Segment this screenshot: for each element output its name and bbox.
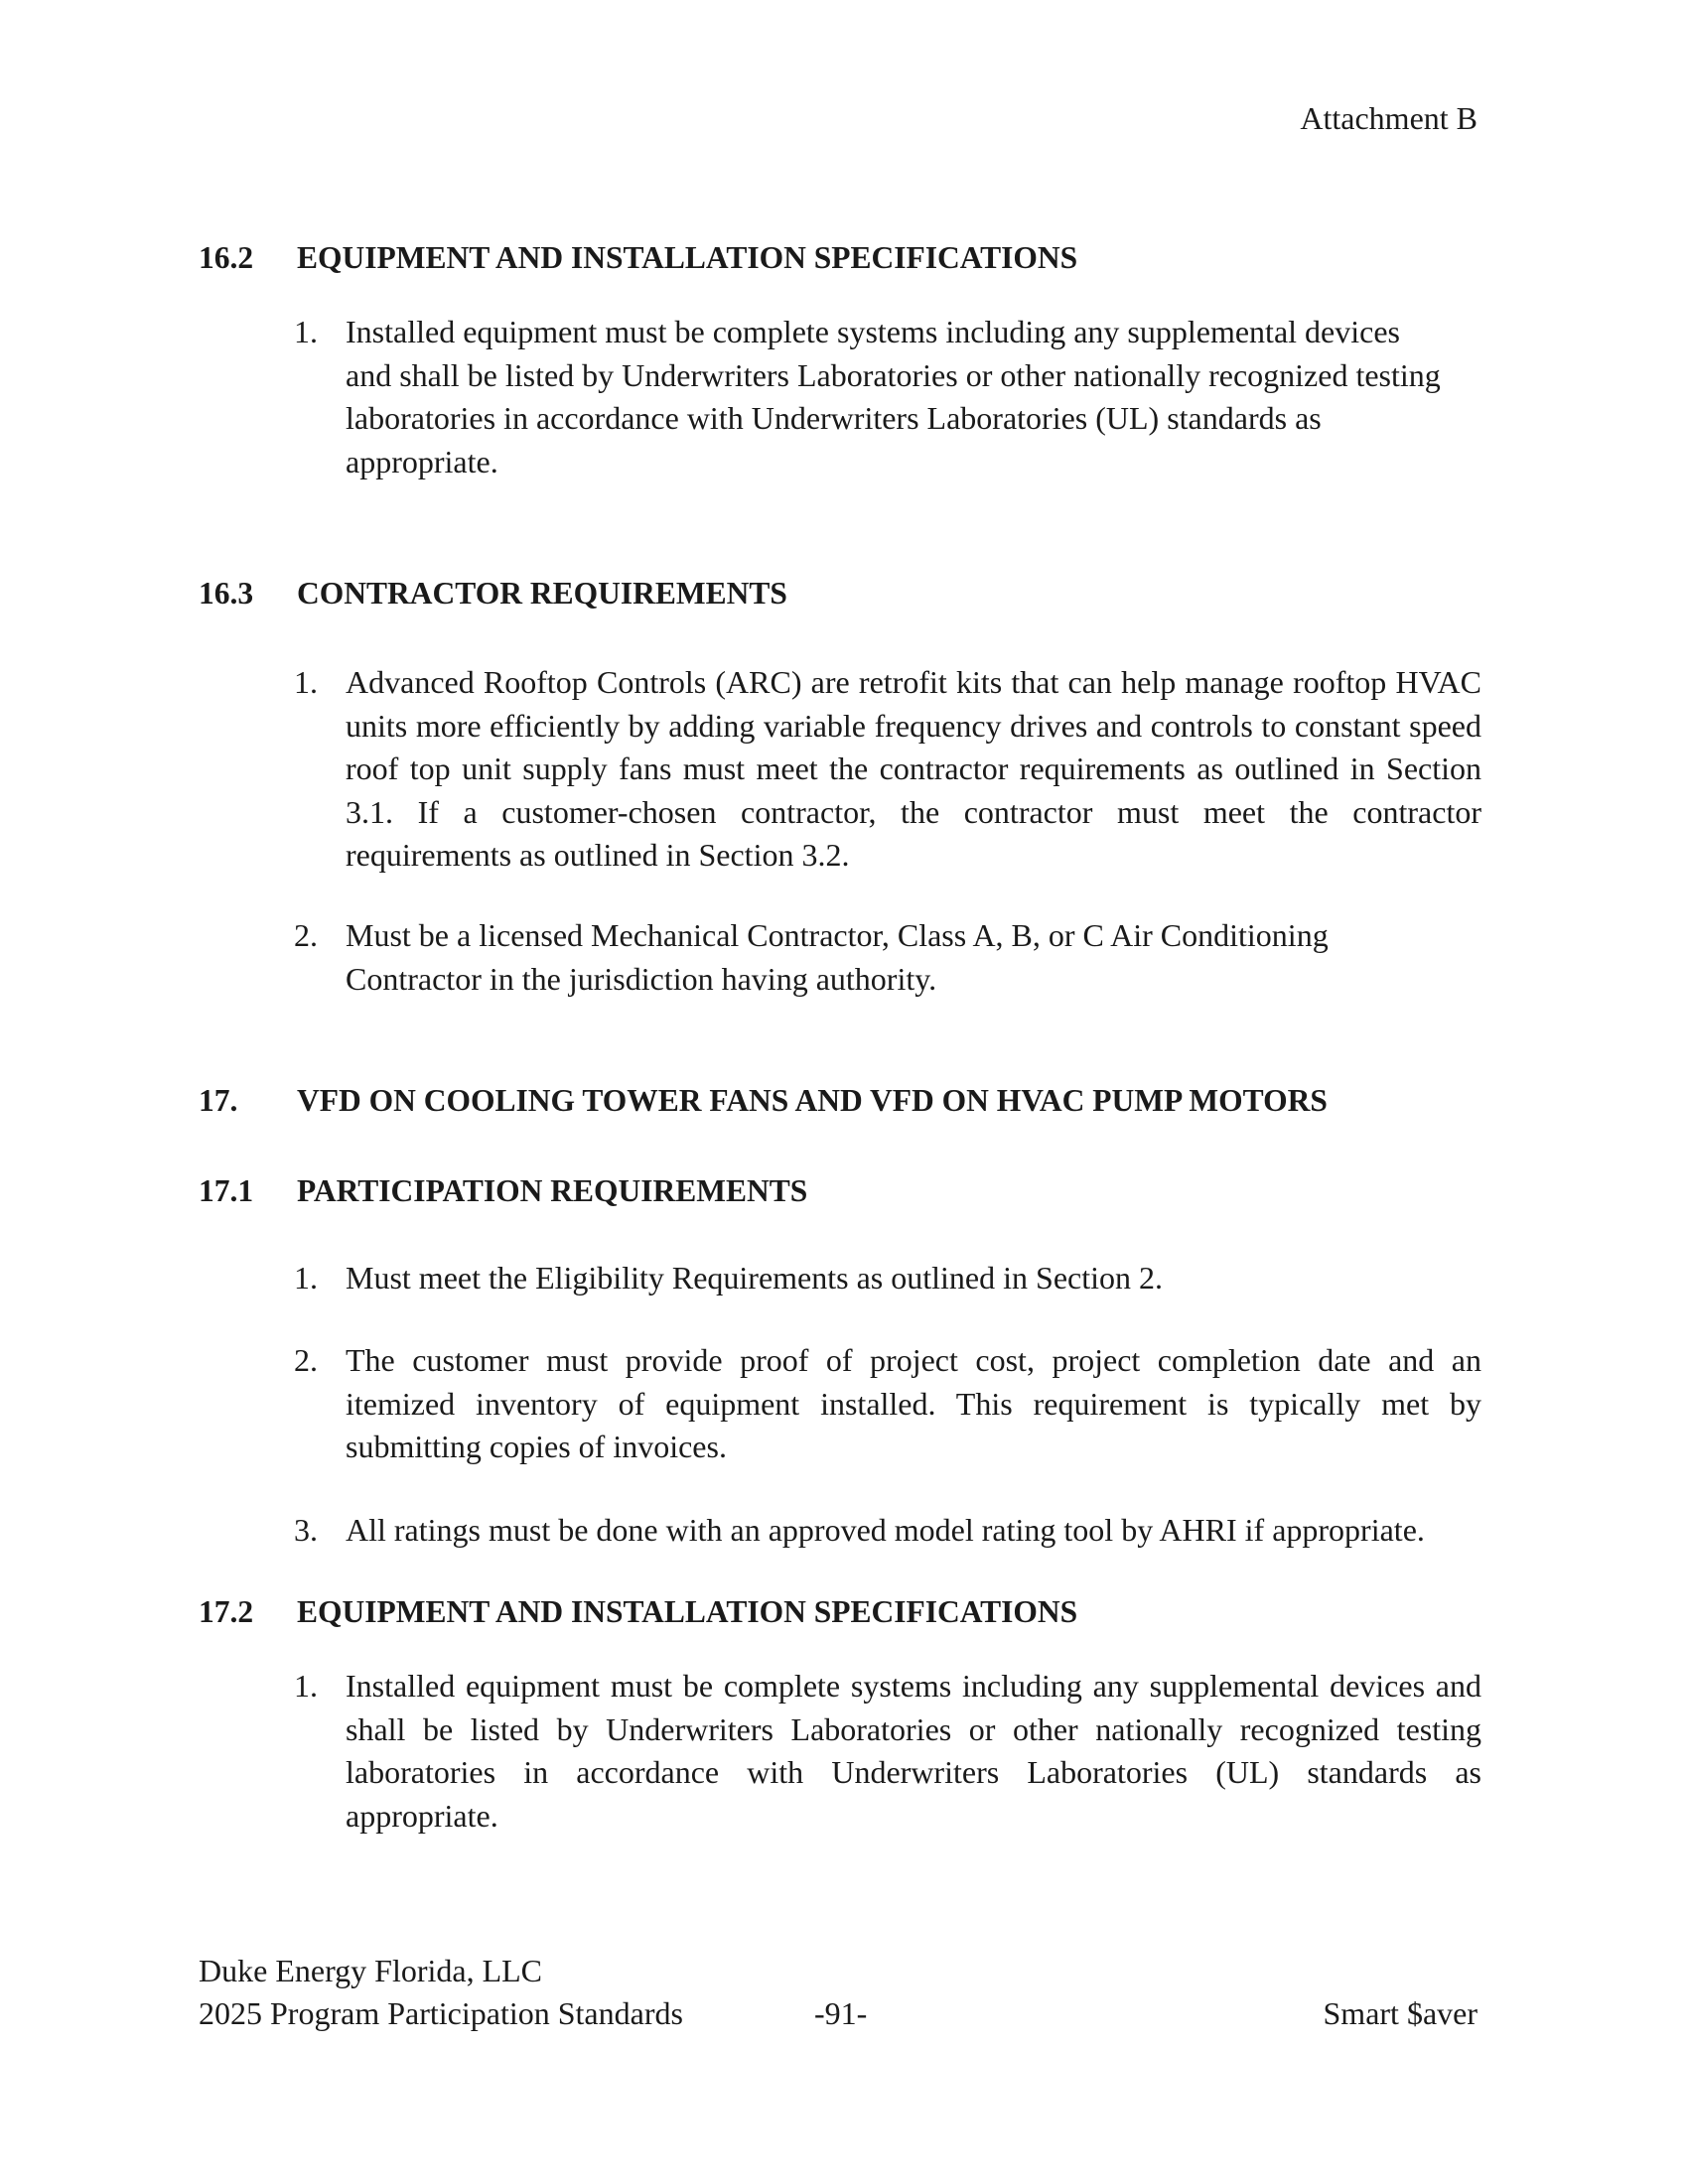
item-text: Must meet the Eligibility Requirements as outlined in Section 2. (346, 1260, 1163, 1296)
section-number: 17.2 (199, 1594, 254, 1629)
section-number: 16.2 (199, 240, 254, 275)
item-text-line: and shall be listed by Underwriters Laboratories or other nationally recognized testing (346, 356, 1441, 393)
item-text: Advanced Rooftop Controls (ARC) are retrofit kits that can help manage rooftop HVAC units more efficiently by adding variable frequency drives and controls to constant speed roof top unit supply fans must meet the contractor requirements as outlined in Section 3.1. If a customer-chosen contractor, the contractor must meet the contractor requirements as outlined in Section 3.2. (346, 664, 1481, 873)
list-item (294, 1509, 1481, 1553)
footer-company: Duke Energy Florida, LLC (199, 1953, 543, 1988)
list-item (294, 311, 1481, 483)
section-heading-16-2 (199, 236, 1077, 280)
item-number: 1. (294, 314, 318, 349)
list-item (294, 914, 1481, 1001)
item-number: 2. (294, 1342, 318, 1378)
item-number: 3. (294, 1512, 318, 1548)
list-item (294, 1665, 1481, 1838)
section-heading-16-3 (199, 572, 787, 615)
section-number: 17.1 (199, 1173, 254, 1208)
item-text-line: appropriate. (346, 443, 498, 479)
section-heading-17 (199, 1079, 1328, 1123)
item-text: Installed equipment must be complete systems including any supplemental devices and shall be listed by Underwriters Laboratories or other nationally recognized testing laboratories in accordance with Underwriters Laboratories (UL) standards as appropriate. (346, 1668, 1481, 1834)
item-text: The customer must provide proof of project cost, project completion date and an itemized inventory of equipment installed. This requirement is typically met by submitting copies of invoices. (346, 1342, 1481, 1464)
section-title: CONTRACTOR REQUIREMENTS (297, 576, 787, 611)
list-item (294, 1339, 1481, 1469)
list-item (294, 1257, 1481, 1300)
item-text-line: Must be a licensed Mechanical Contractor, Class A, B, or C Air Conditioning (346, 917, 1329, 953)
item-text-line: Installed equipment must be complete systems including any supplemental devices (346, 314, 1400, 349)
section-title: PARTICIPATION REQUIREMENTS (297, 1173, 808, 1208)
section-number: 17. (199, 1083, 238, 1118)
attachment-label: Attachment B (1300, 100, 1477, 136)
item-text-line: Contractor in the jurisdiction having authority. (346, 960, 937, 997)
item-number: 1. (294, 1260, 318, 1296)
item-text: All ratings must be done with an approved model rating tool by AHRI if appropriate. (346, 1512, 1425, 1548)
footer-document: 2025 Program Participation Standards (199, 1995, 683, 2031)
section-heading-17-1 (199, 1169, 807, 1213)
item-number: 2. (294, 917, 318, 953)
item-number: 1. (294, 1668, 318, 1704)
list-item (294, 661, 1481, 878)
section-title: EQUIPMENT AND INSTALLATION SPECIFICATIONS (297, 240, 1078, 275)
section-title: VFD ON COOLING TOWER FANS AND VFD ON HVAC PUMP MOTORS (297, 1083, 1328, 1118)
section-heading-17-2 (199, 1590, 1077, 1634)
footer-program: Smart $aver (1323, 1995, 1477, 2031)
section-title: EQUIPMENT AND INSTALLATION SPECIFICATIONS (297, 1594, 1078, 1629)
item-number: 1. (294, 664, 318, 700)
section-number: 16.3 (199, 576, 254, 611)
page-number: -91- (814, 1995, 868, 2031)
item-text-line: laboratories in accordance with Underwriters Laboratories (UL) standards as (346, 400, 1322, 436)
